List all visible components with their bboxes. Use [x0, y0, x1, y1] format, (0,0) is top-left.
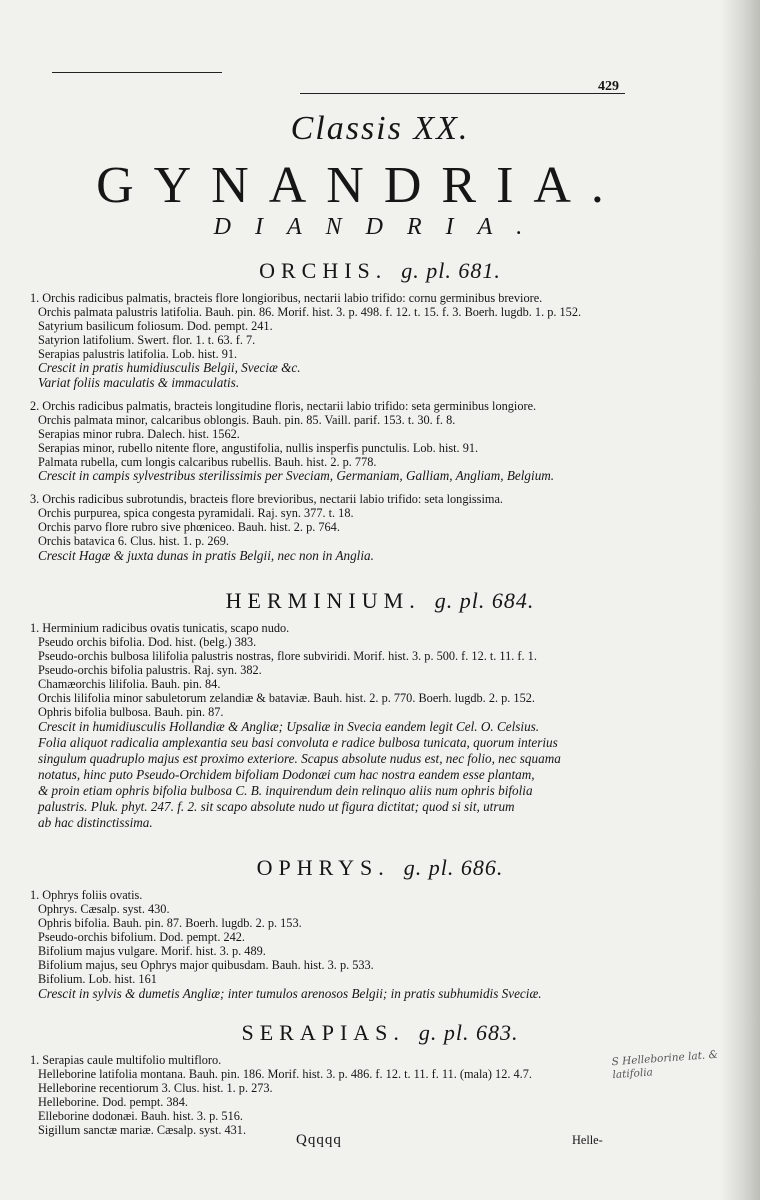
- text-line: Palmata rubella, cum longis calcaribus rubellis. Bauh. hist. 2. p. 778.: [38, 455, 377, 469]
- handwritten-margin-note: S Helleborine lat. & latifolia: [611, 1048, 719, 1082]
- text-line: Bifolium majus, seu Ophrys major quibusdam. Bauh. hist. 3. p. 533.: [38, 958, 374, 972]
- text-line: Pseudo-orchis bifolia palustris. Raj. syn. 382.: [38, 663, 262, 677]
- text-line: Pseudo orchis bifolia. Dod. hist. (belg.) 383.: [38, 635, 257, 649]
- sub-title: DIANDRIA.: [213, 214, 547, 240]
- text-line: 3. Orchis radicibus subrotundis, bracteis flore brevioribus, nectarii labio trifido: seta longissima.: [30, 492, 503, 506]
- text-line: Satyrium basilicum foliosum. Dod. pempt. 241.: [38, 319, 273, 333]
- genus-heading-herminium: [0, 588, 760, 614]
- text-line: Orchis purpurea, spica congesta pyramidali. Raj. syn. 377. t. 18.: [38, 506, 354, 520]
- text-line: Bifolium. Lob. hist. 161: [38, 972, 157, 986]
- genus-heading-orchis: [0, 258, 760, 284]
- main-title: GYNANDRIA.: [96, 157, 624, 214]
- genus-ref: g. pl. 683.: [418, 1020, 519, 1045]
- text-line: Helleborine recentiorum 3. Clus. hist. 1. p. 273.: [38, 1081, 273, 1095]
- genus-name: SERAPIAS.: [241, 1020, 405, 1045]
- text-line: Sigillum sanctæ mariæ. Cæsalp. syst. 431.: [38, 1123, 247, 1137]
- text-line: Helleborine latifolia montana. Bauh. pin. 186. Morif. hist. 3. p. 486. f. 12. t. 11. f. 11. (mala) 12. 4.7.: [38, 1067, 532, 1081]
- genus-heading-serapias: [0, 1020, 760, 1046]
- class-title: Classis XX.: [290, 110, 470, 147]
- signature-mark: Qqqqq: [296, 1132, 342, 1148]
- page-number: 429: [598, 79, 619, 94]
- genus-ref: g. pl. 684.: [434, 588, 535, 613]
- text-line: Serapias palustris latifolia. Lob. hist. 91.: [38, 347, 238, 361]
- text-line: 2. Orchis radicibus palmatis, bracteis longitudine floris, nectarii labio trifido: seta germinibus longiore.: [30, 399, 537, 413]
- genus-ref: g. pl. 681.: [401, 258, 501, 283]
- text-line: Serapias minor rubra. Dalech. hist. 1562.: [38, 427, 240, 441]
- genus-name: OPHRYS.: [256, 855, 390, 880]
- genus-name: ORCHIS.: [259, 258, 388, 283]
- genus-heading-ophrys: [0, 855, 760, 881]
- top-rule-left: [52, 72, 222, 73]
- text-line: Crescit in humidiusculis Hollandiæ & Angliæ; Upsaliæ in Svecia eandem legit Cel. O. Celsius.: [38, 719, 540, 734]
- text-line: & proin etiam ophris bifolia bulbosa C. B. inquirendum dein relinquo aliis num ophris bifolia: [38, 783, 533, 798]
- text-line: Orchis lilifolia minor sabuletorum zelandiæ & bataviæ. Bauh. hist. 2. p. 770. Boerh. lugdb. 2. p. 152.: [38, 691, 535, 705]
- text-line: Chamæorchis lilifolia. Bauh. pin. 84.: [38, 677, 221, 691]
- text-line: Orchis batavica 6. Clus. hist. 1. p. 269.: [38, 534, 229, 548]
- genus-ref: g. pl. 686.: [403, 855, 504, 880]
- catchword: Helle-: [572, 1133, 603, 1147]
- text-line: Orchis palmata palustris latifolia. Bauh. pin. 86. Morif. hist. 3. p. 498. f. 12. t. 15. f. 3. Boerh. lugdb. 1. p. 152.: [38, 305, 582, 319]
- text-line: Folia aliquot radicalia amplexantia seu basi convoluta e radice bulbosa tunicata, quorum interius: [38, 735, 558, 750]
- text-line: Serapias minor, rubello nitente flore, angustifolia, nullis insperfis punctulis. Lob. hist. 91.: [38, 441, 479, 455]
- text-line: Ophris bifolia bulbosa. Bauh. pin. 87.: [38, 705, 224, 719]
- genus-name: HERMINIUM.: [225, 588, 421, 613]
- text-line: Ophrys. Cæsalp. syst. 430.: [38, 902, 170, 916]
- text-line: Bifolium majus vulgare. Morif. hist. 3. p. 489.: [38, 944, 266, 958]
- text-line: Crescit in campis sylvestribus sterilissimis per Sveciam, Germaniam, Galliam, Angliam, Belgium.: [38, 468, 555, 483]
- text-line: Orchis parvo flore rubro sive phœniceo. Bauh. hist. 2. p. 764.: [38, 520, 340, 534]
- text-line: 1. Serapias caule multifolio multifloro.: [30, 1053, 222, 1067]
- text-line: Crescit Hagæ & juxta dunas in pratis Belgii, nec non in Anglia.: [38, 548, 374, 563]
- text-line: notatus, hinc puto Pseudo-Orchidem bifoliam Dodonæi cum hac nostra eandem esse plantam,: [38, 767, 535, 782]
- text-line: Crescit in pratis humidiusculis Belgii, Sveciæ &c.: [38, 360, 301, 375]
- top-rule-right: [300, 93, 625, 94]
- text-line: Helleborine. Dod. pempt. 384.: [38, 1095, 188, 1109]
- text-line: 1. Herminium radicibus ovatis tunicatis, scapo nudo.: [30, 621, 290, 635]
- text-line: Satyrion latifolium. Swert. flor. 1. t. 63. f. 7.: [38, 333, 256, 347]
- text-line: Crescit in sylvis & dumetis Angliæ; inter tumulos arenosos Belgii; in pratis subhumidis Sveciæ.: [38, 986, 542, 1001]
- text-line: Pseudo-orchis bifolium. Dod. pempt. 242.: [38, 930, 245, 944]
- text-line: Ophris bifolia. Bauh. pin. 87. Boerh. lugdb. 2. p. 153.: [38, 916, 302, 930]
- text-line: ab hac distinctissima.: [38, 815, 153, 830]
- text-line: Orchis palmata minor, calcaribus oblongis. Bauh. pin. 85. Vaill. parif. 153. t. 30. f. 8.: [38, 413, 456, 427]
- text-line: 1. Orchis radicibus palmatis, bracteis flore longioribus, nectarii labio trifido: cornu germinibus breviore.: [30, 291, 543, 305]
- text-line: Elleborine dodonæi. Bauh. hist. 3. p. 516.: [38, 1109, 243, 1123]
- text-line: singulum quadruplo majus est proximo exteriore. Scapus absolute nudus est, nec folio, nec squama: [38, 751, 561, 766]
- text-line: Pseudo-orchis bulbosa lilifolia palustris nostras, flore subviridi. Morif. hist. 3. p. 500. f. 12. t. 11. f. 1.: [38, 649, 537, 663]
- text-line: Variat foliis maculatis & immaculatis.: [38, 375, 240, 390]
- text-line: 1. Ophrys foliis ovatis.: [30, 888, 143, 902]
- text-line: palustris. Pluk. phyt. 247. f. 2. sit scapo absolute nudo ut figura dictitat; quod si sit, utrum: [38, 799, 515, 814]
